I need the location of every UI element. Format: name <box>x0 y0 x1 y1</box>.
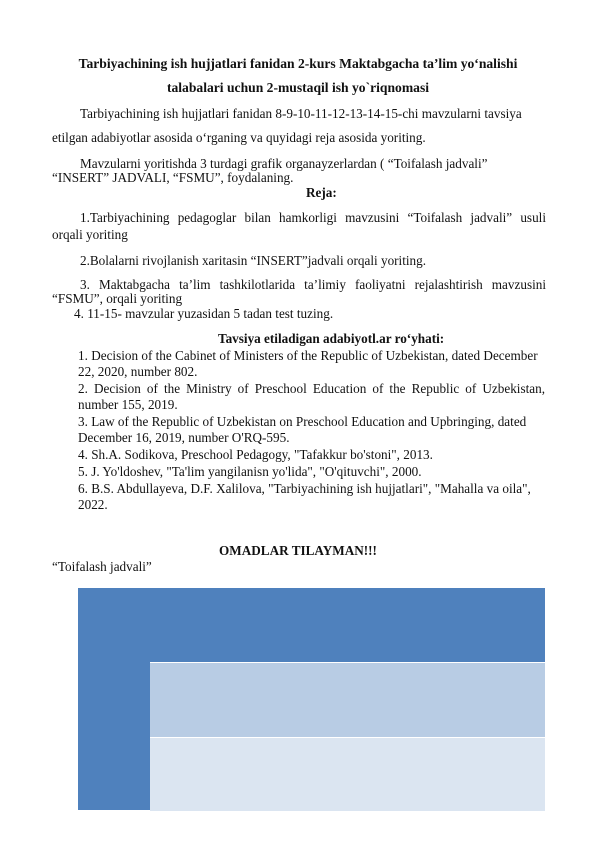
title-line-2: talabalari uchun 2-mustaqil ish yo`riqnomasi <box>166 80 430 95</box>
intro-paragraph-1-line-1: Tarbiyachining ish hujjatlari fanidan 8-9-10-11-12-13-14-15-chi mavzularni tavsiya <box>80 106 522 121</box>
plan-item-3-line-2: “FSMU”, orqali yoriting <box>52 291 183 306</box>
intro-paragraph-2-line-2: “INSERT” JADVALI, “FSMU”, foydalaning. <box>52 170 294 185</box>
table-caption: “Toifalash jadvali” <box>52 559 152 574</box>
reference-1-line-2: 22, 2020, number 802. <box>78 364 198 379</box>
table-left-column <box>78 588 150 810</box>
intro-paragraph-2-line-1: Mavzularni yoritishda 3 turdagi grafik organayzerlardan ( “Toifalash jadvali” <box>80 156 488 171</box>
title-line-1: Tarbiyachining ish hujjatlari fanidan 2-kurs Maktabgacha ta’lim yo‘nalishi <box>78 56 518 71</box>
reference-5: 5. J. Yo'ldoshev, "Ta'lim yangilanisn yo'lida", "O'qituvchi", 2000. <box>78 464 422 479</box>
reference-6-line-2: 2022. <box>78 497 108 512</box>
reference-1-line-1: 1. Decision of the Cabinet of Ministers of the Republic of Uzbekistan, dated December <box>78 348 538 363</box>
plan-item-2: 2.Bolalarni rivojlanish xaritasin “INSERT”jadvali orqali yoriting. <box>80 253 427 268</box>
reference-6-line-1: 6. B.S. Abdullayeva, D.F. Xalilova, "Tarbiyachining ish hujjatlari", "Mahalla va oila", <box>78 481 531 496</box>
plan-item-1-line-2: orqali yoriting <box>52 227 128 242</box>
table-row <box>150 737 545 811</box>
reference-3-line-2: December 16, 2019, number O'RQ-595. <box>78 430 290 445</box>
table-header-row <box>150 588 545 662</box>
reference-2-line-1: 2. Decision of the Ministry of Preschool Education of the Republic of Uzbekistan, <box>78 381 545 396</box>
reference-2-line-2: number 155, 2019. <box>78 397 178 412</box>
intro-paragraph-1-line-2: etilgan adabiyotlar asosida o‘rganing va quyidagi reja asosida yoriting. <box>52 130 426 145</box>
reference-3-line-1: 3. Law of the Republic of Uzbekistan on Preschool Education and Upbringing, dated <box>78 414 527 429</box>
plan-item-1-line-1: 1.Tarbiyachining pedagoglar bilan hamkorligi mavzusini “Toifalash jadvali” usuli <box>80 210 546 225</box>
plan-heading: Reja: <box>306 185 337 200</box>
closing-message: OMADLAR TILAYMAN!!! <box>219 543 377 558</box>
references-heading: Tavsiya etiladigan adabiyotl.ar ro‘yhati: <box>218 331 445 346</box>
plan-item-3-line-1: 3. Maktabgacha ta’lim tashkilotlarida ta’limiy faoliyatni rejalashtirish mavzusini <box>80 277 546 292</box>
toifalash-table <box>78 588 545 810</box>
reference-4: 4. Sh.A. Sodikova, Preschool Pedagogy, "Tafakkur bo'stoni", 2013. <box>78 447 433 462</box>
plan-item-4: 4. 11-15- mavzular yuzasidan 5 tadan test tuzing. <box>74 306 334 321</box>
table-row <box>150 662 545 737</box>
